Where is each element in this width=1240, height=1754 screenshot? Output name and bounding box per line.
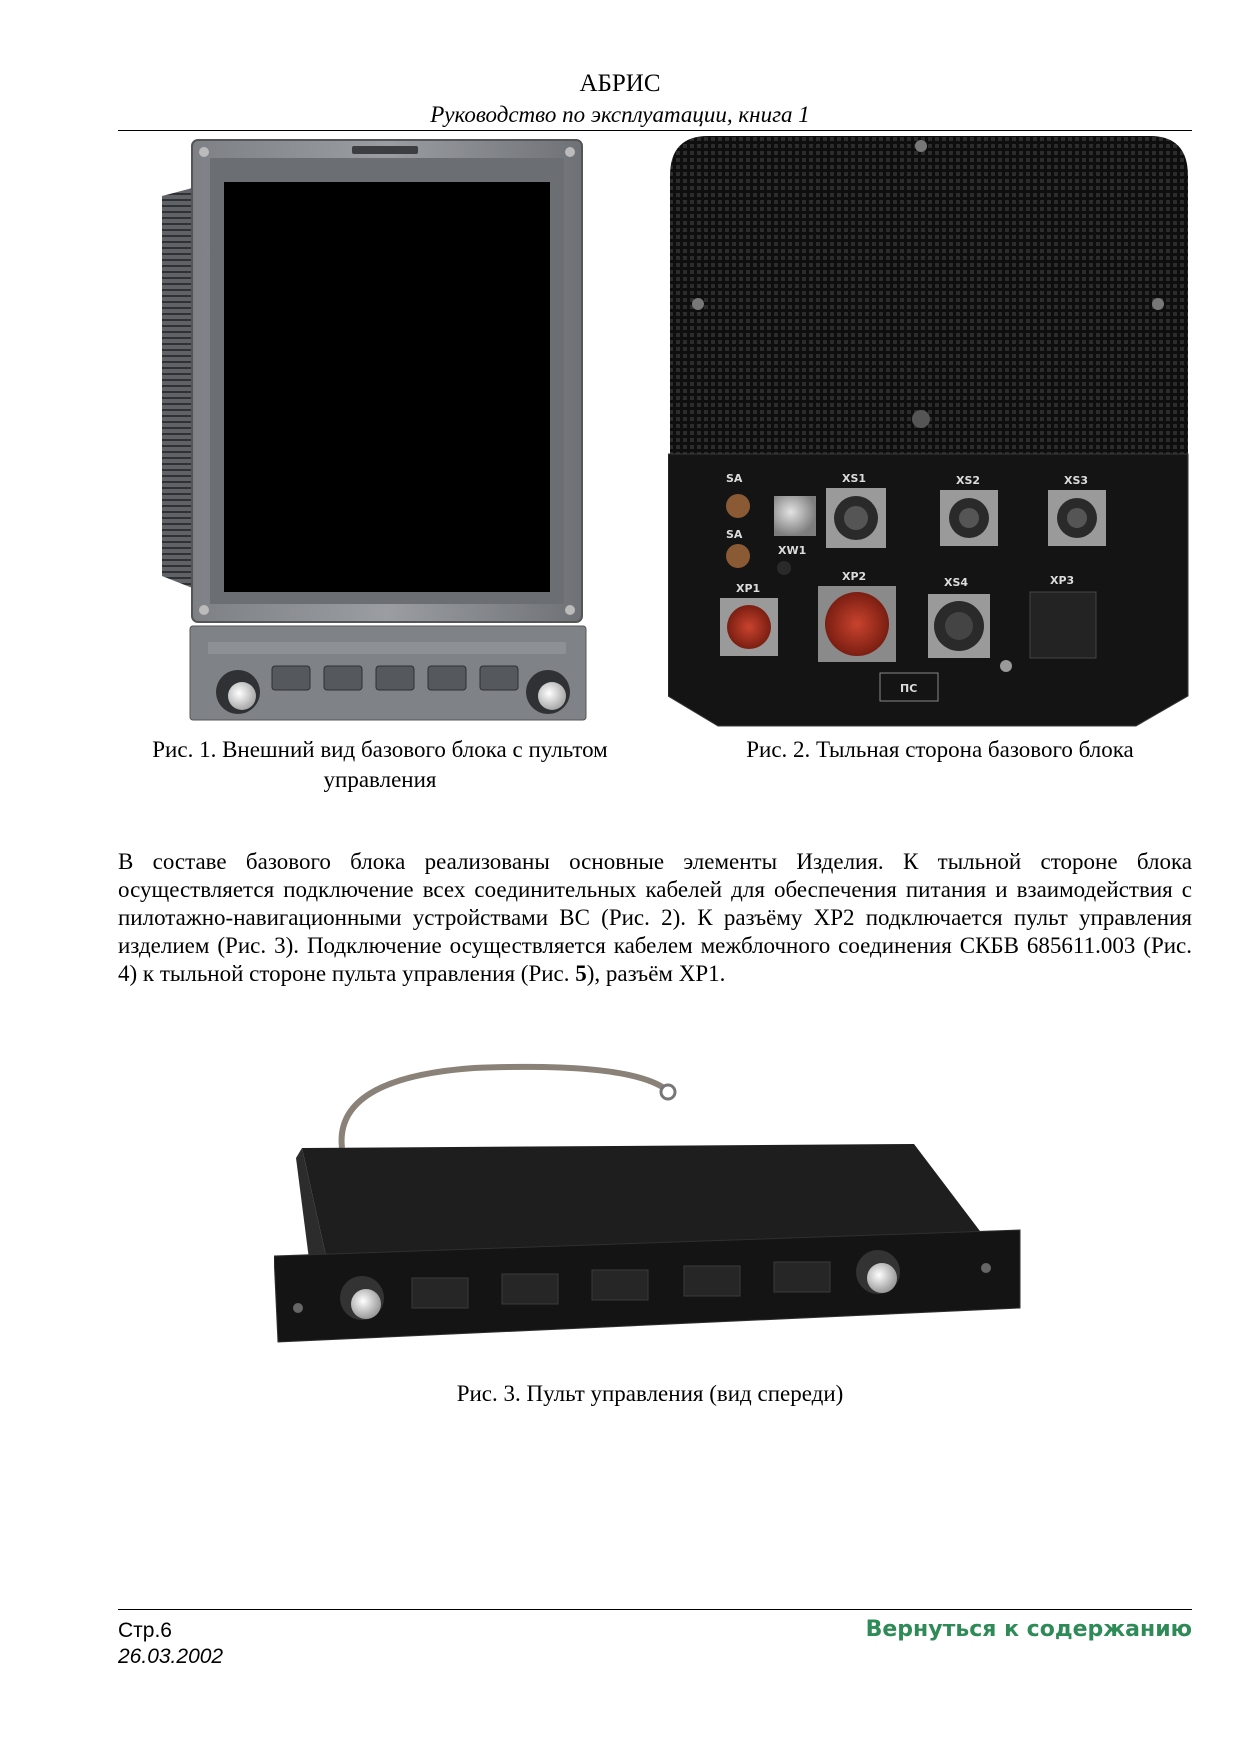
document-subtitle: Руководство по эксплуатации, книга 1 (430, 102, 810, 127)
paragraph-figure-ref: 5 (575, 961, 587, 986)
figure-base-unit-rear (668, 136, 1190, 728)
body-paragraph (118, 848, 1192, 988)
footer-divider (118, 1609, 1192, 1610)
base-unit-front-image (160, 136, 596, 728)
label-xs3: XS3 (1064, 474, 1089, 487)
label-xp2: XP2 (842, 570, 867, 583)
label-xp3: XP3 (1050, 574, 1075, 587)
figure-2-caption: Рис. 2. Тыльная сторона базового блока (746, 737, 1134, 762)
figure-base-unit-front (160, 136, 596, 728)
label-xs1: XS1 (842, 472, 867, 485)
document-date: 26.03.2002 (118, 1645, 224, 1668)
back-to-contents-link[interactable]: Вернуться к содержанию (865, 1617, 1192, 1642)
label-xs2: XS2 (956, 474, 981, 487)
header-divider (118, 130, 1192, 131)
figure-3-caption: Рис. 3. Пульт управления (вид спереди) (456, 1381, 844, 1406)
label-xp1: XP1 (736, 582, 761, 595)
paragraph-text-2: ), разъём XP1. (586, 961, 726, 986)
figure-1-caption: Рис. 1. Внешний вид базового блока с пультом управления (152, 737, 608, 792)
figure-control-panel-front (274, 1058, 1042, 1358)
label-xs4: XS4 (944, 576, 969, 589)
label-sa-2: SA (726, 528, 743, 541)
label-sa-1: SA (726, 472, 743, 485)
control-panel-image (274, 1058, 1042, 1358)
label-xw1: XW1 (778, 544, 807, 557)
label-pc: ПС (900, 682, 918, 695)
paragraph-text-1: В составе базового блока реализованы основные элементы Изделия. К тыльной стороне блока осуществляется подключение всех соединительных кабелей для обеспечения питания и взаимодействия с пилотажно-навигационными устройствами ВС (Рис. 2). К разъёму XP2 подключается пульт управления изделием (Рис. 3). Подключение осуществляется кабелем межблочного соединения СКБВ 685611.003 (Рис. 4) к тыльной стороне пульта управления (Рис. (118, 849, 1192, 986)
base-unit-rear-image (668, 136, 1190, 728)
page-number: Стр.6 (118, 1619, 172, 1642)
document-title: АБРИС (579, 70, 661, 97)
